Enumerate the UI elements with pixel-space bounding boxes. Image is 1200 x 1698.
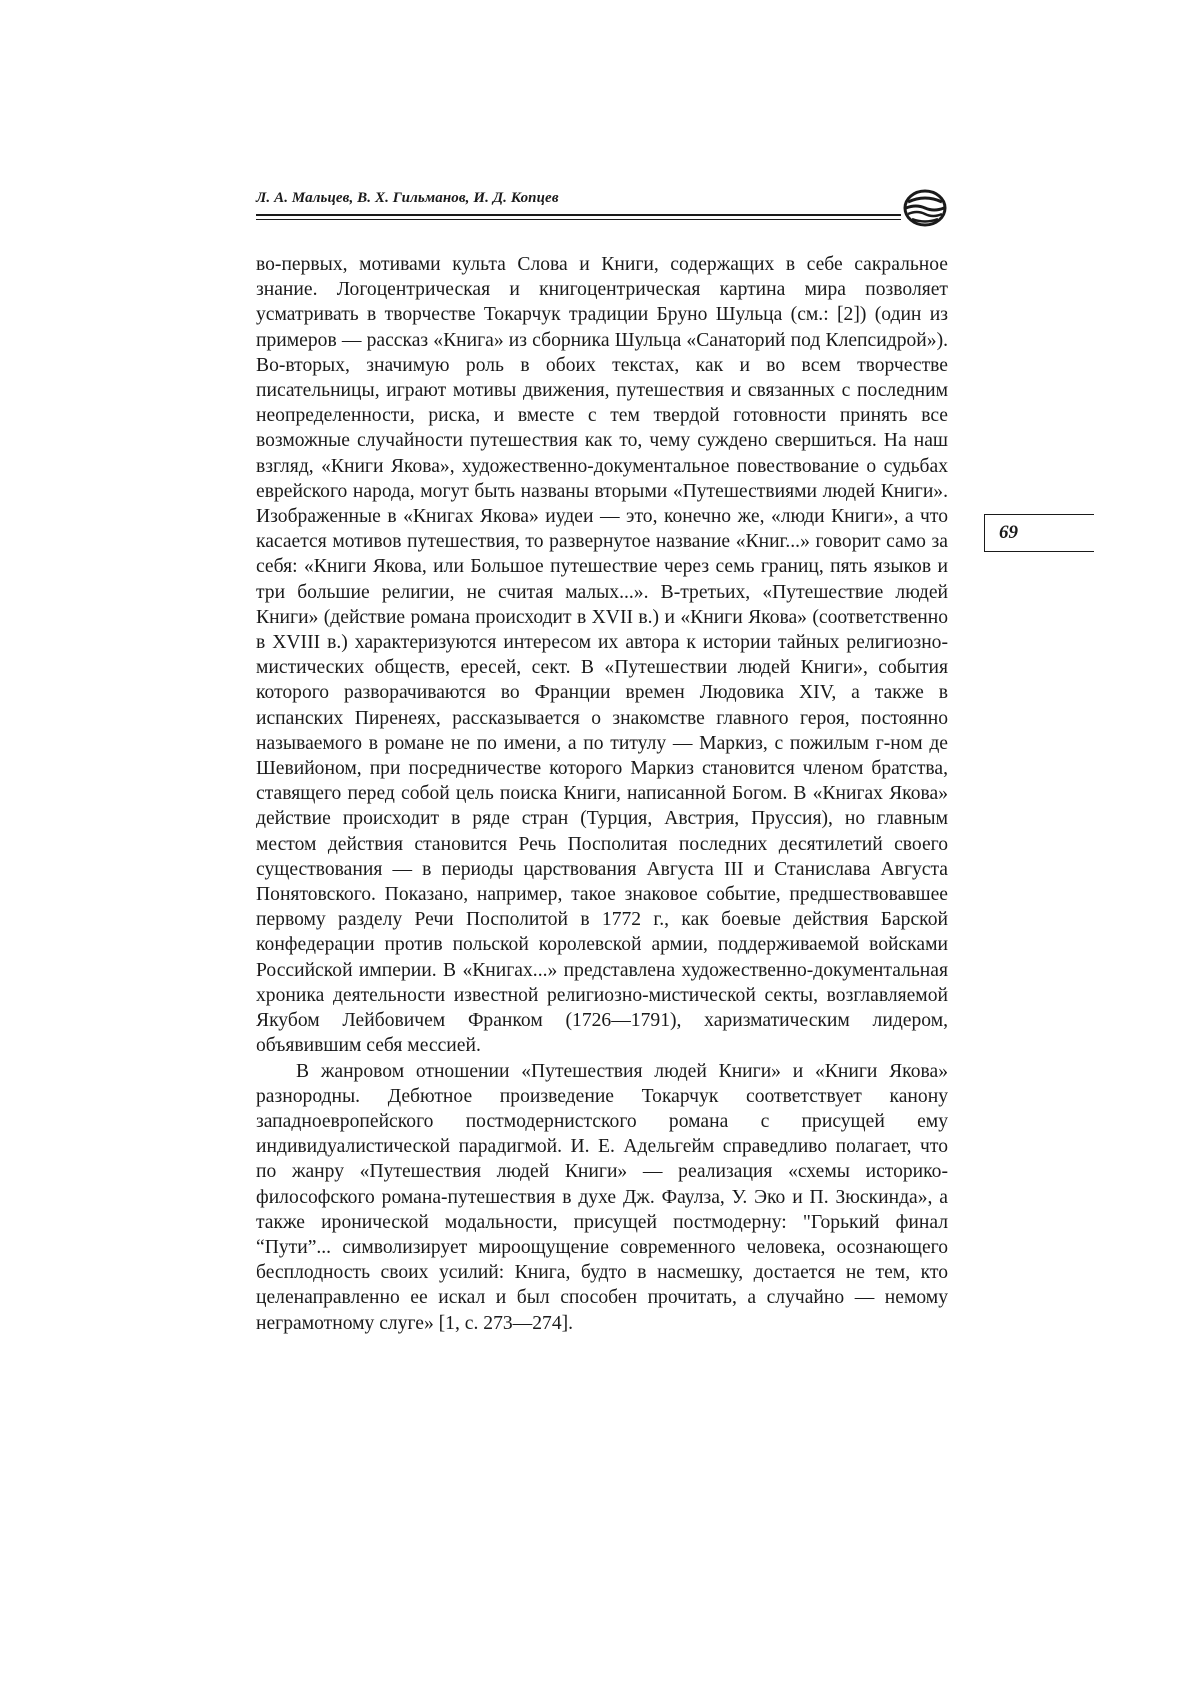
paragraph: во-первых, мотивами культа Слова и Книги, содержащих в себе сакральное знание. Логоцентрическая и книгоцентрическая картина мира позволяет усматривать в творчестве Токарчук традиции Бруно Шульца (см.: [2]) (один из примеров — рассказ «Книга» из сборника Шульца «Санаторий под Клепсидрой»). Во-вторых, значимую роль в обоих текстах, как и во всем творчестве писательницы, играют мотивы движения, путешествия и связанных с последним неопределенности, риска, и вместе с тем твердой готовности принять все возможные случайности путешествия как то, чему суждено свершиться. На наш взгляд, «Книги Якова», художественно-документальное повествование о судьбах еврейского народа, могут быть названы вторыми «Путешествиями людей Книги». Изображенные в «Книгах Якова» иудеи — это, конечно же, «люди Книги», а что касается мотивов путешествия, то развернутое название «Книг...» говорит само за себя: «Книги Якова, или Большое путешествие через семь границ, пять языков и три большие религии, не считая малых...». В-третьих, «Путешествие людей Книги» (действие романа происходит в XVII в.) и «Книги Якова» (соответственно в XVIII в.) характеризуются интересом их автора к истории тайных религиозно-мистических обществ, ересей, сект. В «Путешествии людей Книги», события которого разворачиваются во Франции времен Людовика XIV, а также в испанских Пиренеях, рассказывается о знакомстве главного героя, постоянно называемого в романе не по имени, а по титулу — Маркиз, с пожилым г-ном де Шевийоном, при посредничестве которого Маркиз становится членом братства, ставящего перед собой цель поиска Книги, написанной Богом. В «Книгах Якова» действие происходит в ряде стран (Турция, Австрия, Пруссия), но главным местом действия становится Речь Посполитая последних десятилетий своего существования — в периоды царствования Августа III и Станислава Августа Понятовского. Показано, например, такое знаковое событие, предшествовавшее первому разделу Речи Посполитой в 1772 г., как боевые действия Барской конфедерации против польской королевской армии, поддерживаемой войсками Российской империи. В «Книгах...» представлена художественно-документальная хроника деятельности известной религиозно-мистической секты, возглавляемой Якубом Лейбовичем Франком (1726—1791), харизматическим лидером, объявившим себя мессией. xyxy=(256,254,948,1057)
page-number-box xyxy=(984,514,1094,552)
header-rule-thin xyxy=(256,219,901,220)
header-rule xyxy=(256,214,901,216)
page-number: 69 xyxy=(999,522,1018,543)
paragraph: В жанровом отношении «Путешествия людей Книги» и «Книги Якова» разнородны. Дебютное произведение Токарчук соответствует канону западноевропейского постмодернистского романа с присущей ему индивидуалистической парадигмой. И. Е. Адельгейм справедливо полагает, что по жанру «Путешествия людей Книги» — реализация «схемы историко-философского романа-путешествия в духе Дж. Фаулза, У. Эко и П. Зюскинда», а также иронической модальности, присущей постмодерну: "Горький финал “Пути”... символизирует мироощущение современного человека, осознающего бесплодность своих усилий: Книга, будто в насмешку, достается не тем, кто целенаправленно ее искал и был способен прочитать, а случайно — немому неграмотному слуге» [1, с. 273—274]. xyxy=(256,1060,948,1334)
journal-logo-icon xyxy=(902,188,948,228)
running-head-authors: Л. А. Мальцев, В. Х. Гильманов, И. Д. Копцев xyxy=(256,190,559,206)
body-text xyxy=(256,252,948,1336)
